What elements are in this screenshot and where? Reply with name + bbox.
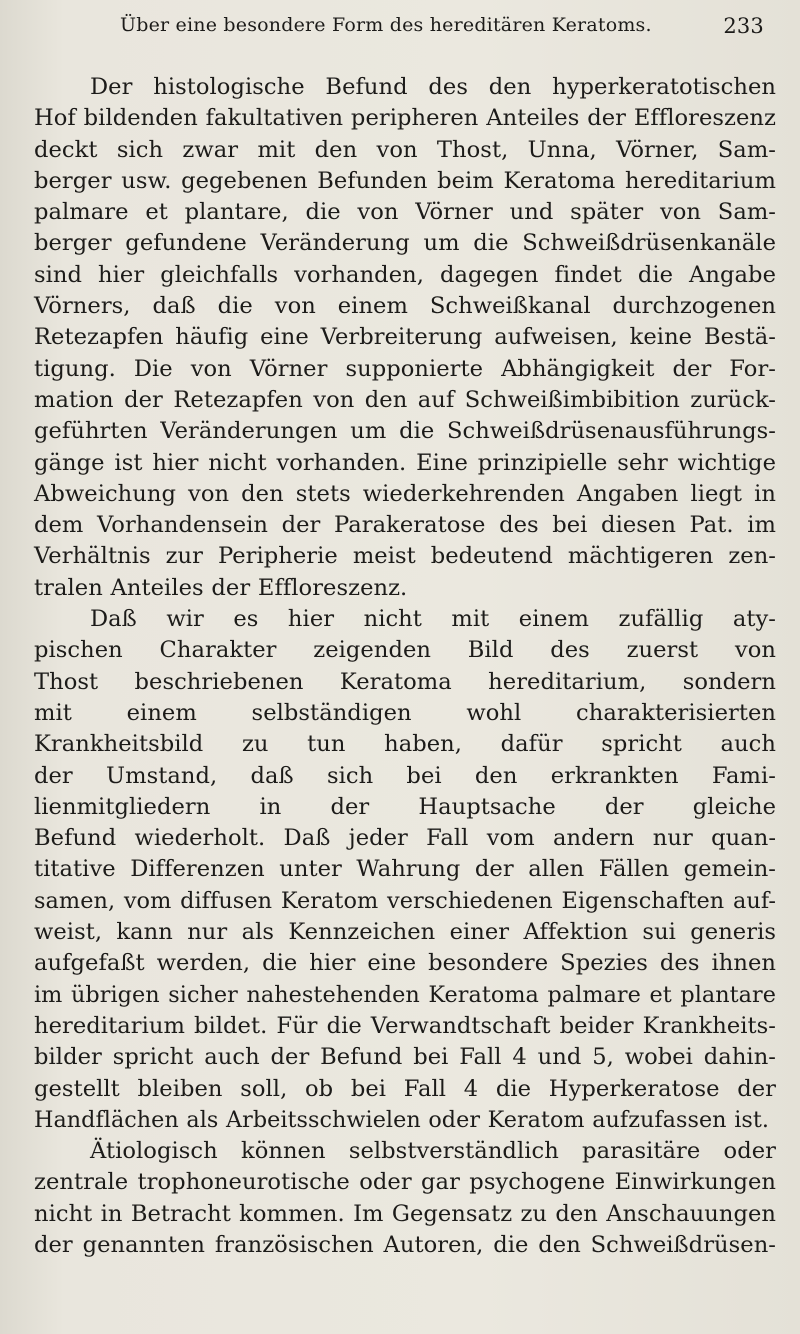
text-line: dem Vorhandensein der Parakeratose des bei diesen Pat. im: [34, 512, 776, 539]
text-line: nicht in Betracht kommen. Im Gegensatz zu den Anschauungen: [34, 1200, 776, 1227]
text-line: Abweichung von den stets wiederkehrenden Angaben liegt in: [34, 480, 776, 507]
text-line: tralen Anteiles der Effloreszenz.: [34, 574, 408, 601]
text-line: lienmitgliedern in der Hauptsache der gleiche: [34, 793, 776, 820]
text-line: samen, vom diffusen Keratom verschiedenen Eigenschaften auf-: [34, 887, 776, 914]
text-line: mation der Retezapfen von den auf Schweißimbibition zurück-: [34, 386, 776, 413]
body-text: [34, 72, 776, 1261]
text-line: Hof bildenden fakultativen peripheren Anteiles der Effloreszenz: [34, 105, 776, 132]
text-line: Befund wiederholt. Daß jeder Fall vom andern nur quan-: [34, 825, 776, 852]
text-line: Krankheitsbild zu tun haben, dafür spricht auch: [34, 731, 776, 758]
text-line: weist, kann nur als Kennzeichen einer Affektion sui generis: [34, 919, 776, 946]
page-number: 233: [723, 14, 764, 38]
text-line: hereditarium bildet. Für die Verwandtschaft beider Krankheits-: [34, 1012, 776, 1039]
text-line: tigung. Die von Vörner supponierte Abhängigkeit der For-: [34, 355, 776, 382]
text-line: zentrale trophoneurotische oder gar psychogene Einwirkungen: [34, 1169, 776, 1196]
text-line: Thost beschriebenen Keratoma hereditarium, sondern: [34, 668, 776, 695]
text-line: mit einem selbständigen wohl charakterisierten: [34, 699, 776, 726]
text-line: gänge ist hier nicht vorhanden. Eine prinzipielle sehr wichtige: [34, 449, 776, 476]
text-line: Verhältnis zur Peripherie meist bedeutend mächtigeren zen-: [34, 543, 776, 570]
text-line: bilder spricht auch der Befund bei Fall 4 und 5, wobei dahin-: [34, 1044, 776, 1071]
text-line: Handflächen als Arbeitsschwielen oder Keratom aufzufassen ist.: [34, 1106, 769, 1133]
text-line: berger usw. gegebenen Befunden beim Keratoma hereditarium: [34, 167, 776, 194]
running-head: [120, 14, 764, 44]
text-line: der genannten französischen Autoren, die den Schweißdrüsen-: [34, 1231, 776, 1258]
text-line: sind hier gleichfalls vorhanden, dagegen findet die Angabe: [34, 261, 776, 288]
text-line: deckt sich zwar mit den von Thost, Unna, Vörner, Sam-: [34, 136, 776, 163]
text-line: titative Differenzen unter Wahrung der allen Fällen gemein-: [34, 856, 776, 883]
text-line: der Umstand, daß sich bei den erkrankten Fami-: [34, 762, 776, 789]
text-line: im übrigen sicher nahestehenden Keratoma palmare et plantare: [34, 981, 776, 1008]
text-line: Ätiologisch können selbstverständlich parasitäre oder: [90, 1138, 776, 1165]
text-line: Daß wir es hier nicht mit einem zufällig aty-: [90, 606, 776, 633]
text-line: gestellt bleiben soll, ob bei Fall 4 die Hyperkeratose der: [34, 1075, 776, 1102]
running-title: Über eine besondere Form des hereditären Keratoms.: [120, 14, 652, 36]
text-line: palmare et plantare, die von Vörner und später von Sam-: [34, 199, 776, 226]
text-line: Vörners, daß die von einem Schweißkanal durchzogenen: [34, 293, 776, 320]
text-line: Der histologische Befund des den hyperkeratotischen: [90, 74, 776, 100]
text-line: berger gefundene Veränderung um die Schweißdrüsenkanäle: [34, 230, 776, 257]
text-line: geführten Veränderungen um die Schweißdrüsenausführungs-: [34, 418, 776, 445]
text-line: pischen Charakter zeigenden Bild des zuerst von: [34, 637, 776, 664]
text-line: aufgefaßt werden, die hier eine besondere Spezies des ihnen: [34, 950, 776, 977]
text-line: Retezapfen häufig eine Verbreiterung aufweisen, keine Bestä-: [34, 324, 776, 351]
